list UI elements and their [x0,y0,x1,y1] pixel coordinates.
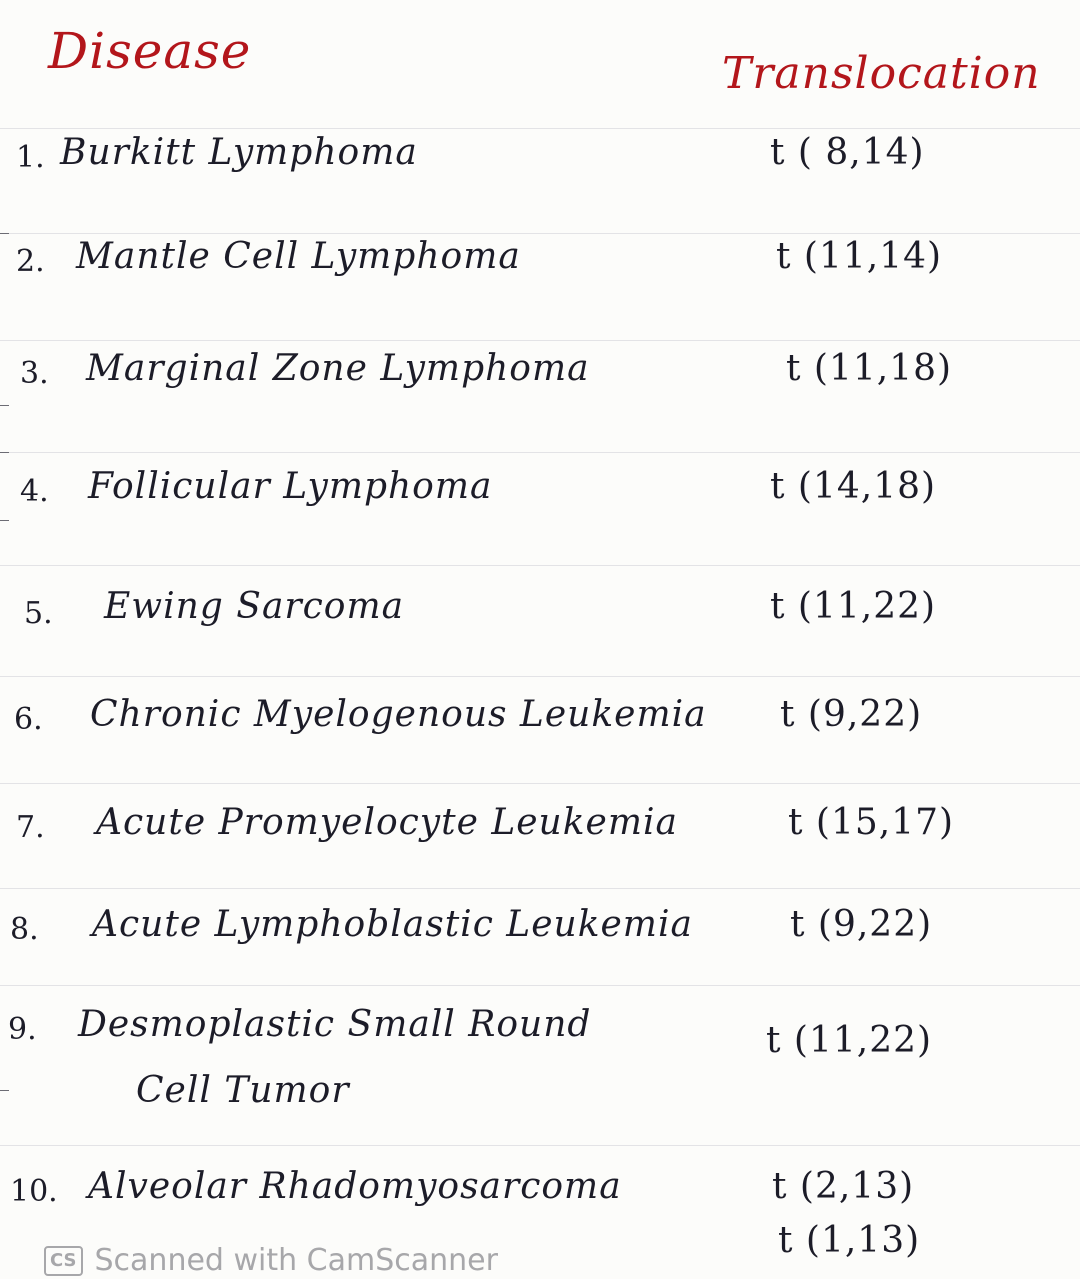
disease-name: Chronic Myelogenous Leukemia [90,694,707,735]
disease-name: Follicular Lymphoma [88,466,493,507]
translocation-column-header: Translocation [722,48,1041,99]
disease-name: Ewing Sarcoma [104,586,405,627]
disease-name: Acute Lymphoblastic Leukemia [92,904,693,945]
translocation-value: t (11,18) [786,348,953,389]
disease-name: Burkitt Lymphoma [60,132,418,173]
disease-name-line-2: Cell Tumor [136,1070,350,1111]
watermark-text: Scanned with CamScanner [94,1243,498,1278]
translocation-value: t ( 8,14) [770,132,925,173]
disease-name: Desmoplastic Small Round [78,1004,592,1045]
disease-name: Mantle Cell Lymphoma [76,236,521,277]
row-number: 3. [20,356,49,391]
translocation-value: t (15,17) [788,802,955,843]
row-number: 1. [16,140,45,175]
camscanner-watermark [44,1243,498,1278]
row-number: 10. [10,1174,58,1209]
translocation-value: t (14,18) [770,466,937,507]
row-number: 2. [16,244,45,279]
translocation-value: t (11,22) [766,1020,933,1061]
row-number: 5. [24,596,53,631]
translocation-value: t (9,22) [780,694,923,735]
row-number: 9. [8,1012,37,1047]
disease-name: Marginal Zone Lymphoma [86,348,590,389]
translocation-value: t (11,22) [770,586,937,627]
disease-column-header: Disease [48,22,252,80]
row-number: 6. [14,702,43,737]
disease-name: Acute Promyelocyte Leukemia [96,802,678,843]
translocation-value: t (11,14) [776,236,943,277]
row-number: 4. [20,474,49,509]
row-number: 8. [10,912,39,947]
row-number: 7. [16,810,45,845]
translocation-value-2: t (1,13) [778,1220,921,1261]
translocation-value: t (2,13) [772,1166,915,1207]
disease-name: Alveolar Rhadomyosarcoma [88,1166,622,1207]
camscanner-logo-icon: CS [44,1246,83,1276]
translocation-value: t (9,22) [790,904,933,945]
